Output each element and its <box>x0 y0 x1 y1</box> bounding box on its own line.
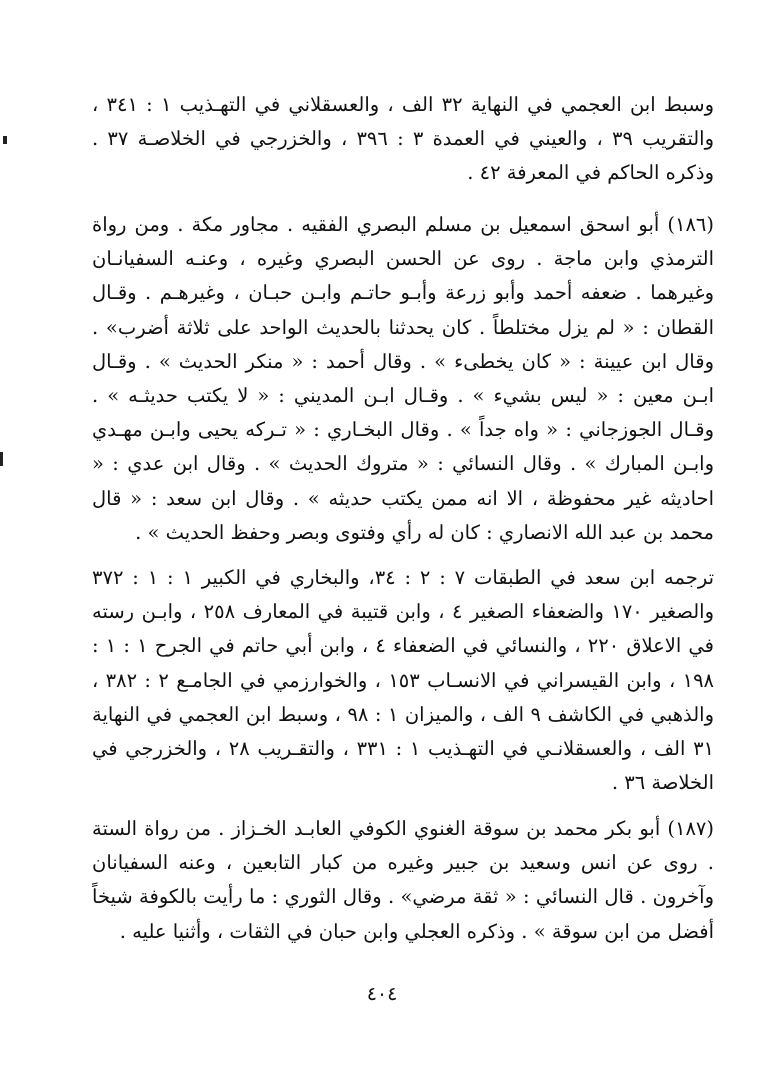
paragraph-entry-187: (١٨٧) أبو بكر محمد بن سوقة الغنوي الكوفي العابـد الخـزاز . من رواة الستة . روى عن انس وسعيد بن جبير وغيره من كبار التابعين ، وعنه السفيانان وآخرون . قال النسائي : « ثقة مرضي» . وقال الثوري : ما رأيت بالكوفة شيخاً أفضل من ابن سوقة » . وذكره العجلي وابن حبان في الثقات ، وأثنيا عليه . <box>92 817 714 943</box>
paragraph-entry-186: (١٨٦) أبو اسحق اسمعيل بن مسلم البصري الفقيه . مجاور مكة . ومن رواة الترمذي وابن ماجة . روى عن الحسن البصري وغيره ، وعنـه السفيانـان وغيرهما . ضعفه أحمد وأبو زرعة وأبـو حاتـم وابـن حبـان ، وغيرهـم . وقـال القطان : « لم يزل مختلطاً . كان يحدثنا بالحديث الواحد على ثلاثة أضرب» . وقال ابن عيينة : « كان يخطىء » . وقال أحمد : « منكر الحديث » . وقـال ابـن معين : « ليس بشيء » . وقـال ابـن المديني : « لا يكتب حديثـه » . وقـال الجوزجاني : « واه جداً » . وقال البخـاري : « تـركه يحيى وابـن مهـدي وابـن المبارك » . وقال النسائي : « متروك الحديث » . وقال ابن عدي : « احاديثه غير محفوظة ، الا انه ممن يكتب حديثه » . وقال ابن سعد : « قال محمد بن عبد الله الانصاري : كان له رأي وفتوى وبصر وحفظ الحديث » . <box>92 213 714 544</box>
margin-mark <box>3 136 7 144</box>
margin-mark <box>0 452 3 466</box>
paragraph-references-186: ترجمه ابن سعد في الطبقات ٧ : ٢ : ٣٤، والبخاري في الكبير ١ : ١ : ٣٧٢ والصغير ١٧٠ والضعفاء الصغير ٤ ، وابن قتيبة في المعارف ٢٥٨ ، وابـن رسته في الاعلاق ٢٢٠ ، والنسائي في الضعفاء ٤ ، وابن أبي حاتم في الجرح ١ : ١ : ١٩٨ ، وابن القيسراني في الانسـاب ١٥٣ ، والخوارزمي في الجامـع ٢ : ٣٨٢ ، والذهبي في الكاشف ٩ الف ، والميزان ١ : ٩٨ ، وسبط ابن العجمي في النهاية ٣١ الف ، والعسقلانـي في التهـذيب ١ : ٣٣١ ، والتقـريب ٢٨ ، والخزرجي في الخلاصة ٣٦ . <box>92 566 715 795</box>
page-number: ٤٠٤ <box>366 983 398 1005</box>
paragraph-references-continued: وسبط ابن العجمي في النهاية ٣٢ الف ، والعسقلاني في التهـذيب ١ : ٣٤١ ، والتقريب ٣٩ ، والعيني في العمدة ٣ : ٣٩٦ ، والخزرجي في الخلاصـة ٣٧ . وذكره الحاكم في المعرفة ٤٢ . <box>92 93 715 185</box>
page-body <box>92 88 714 1048</box>
